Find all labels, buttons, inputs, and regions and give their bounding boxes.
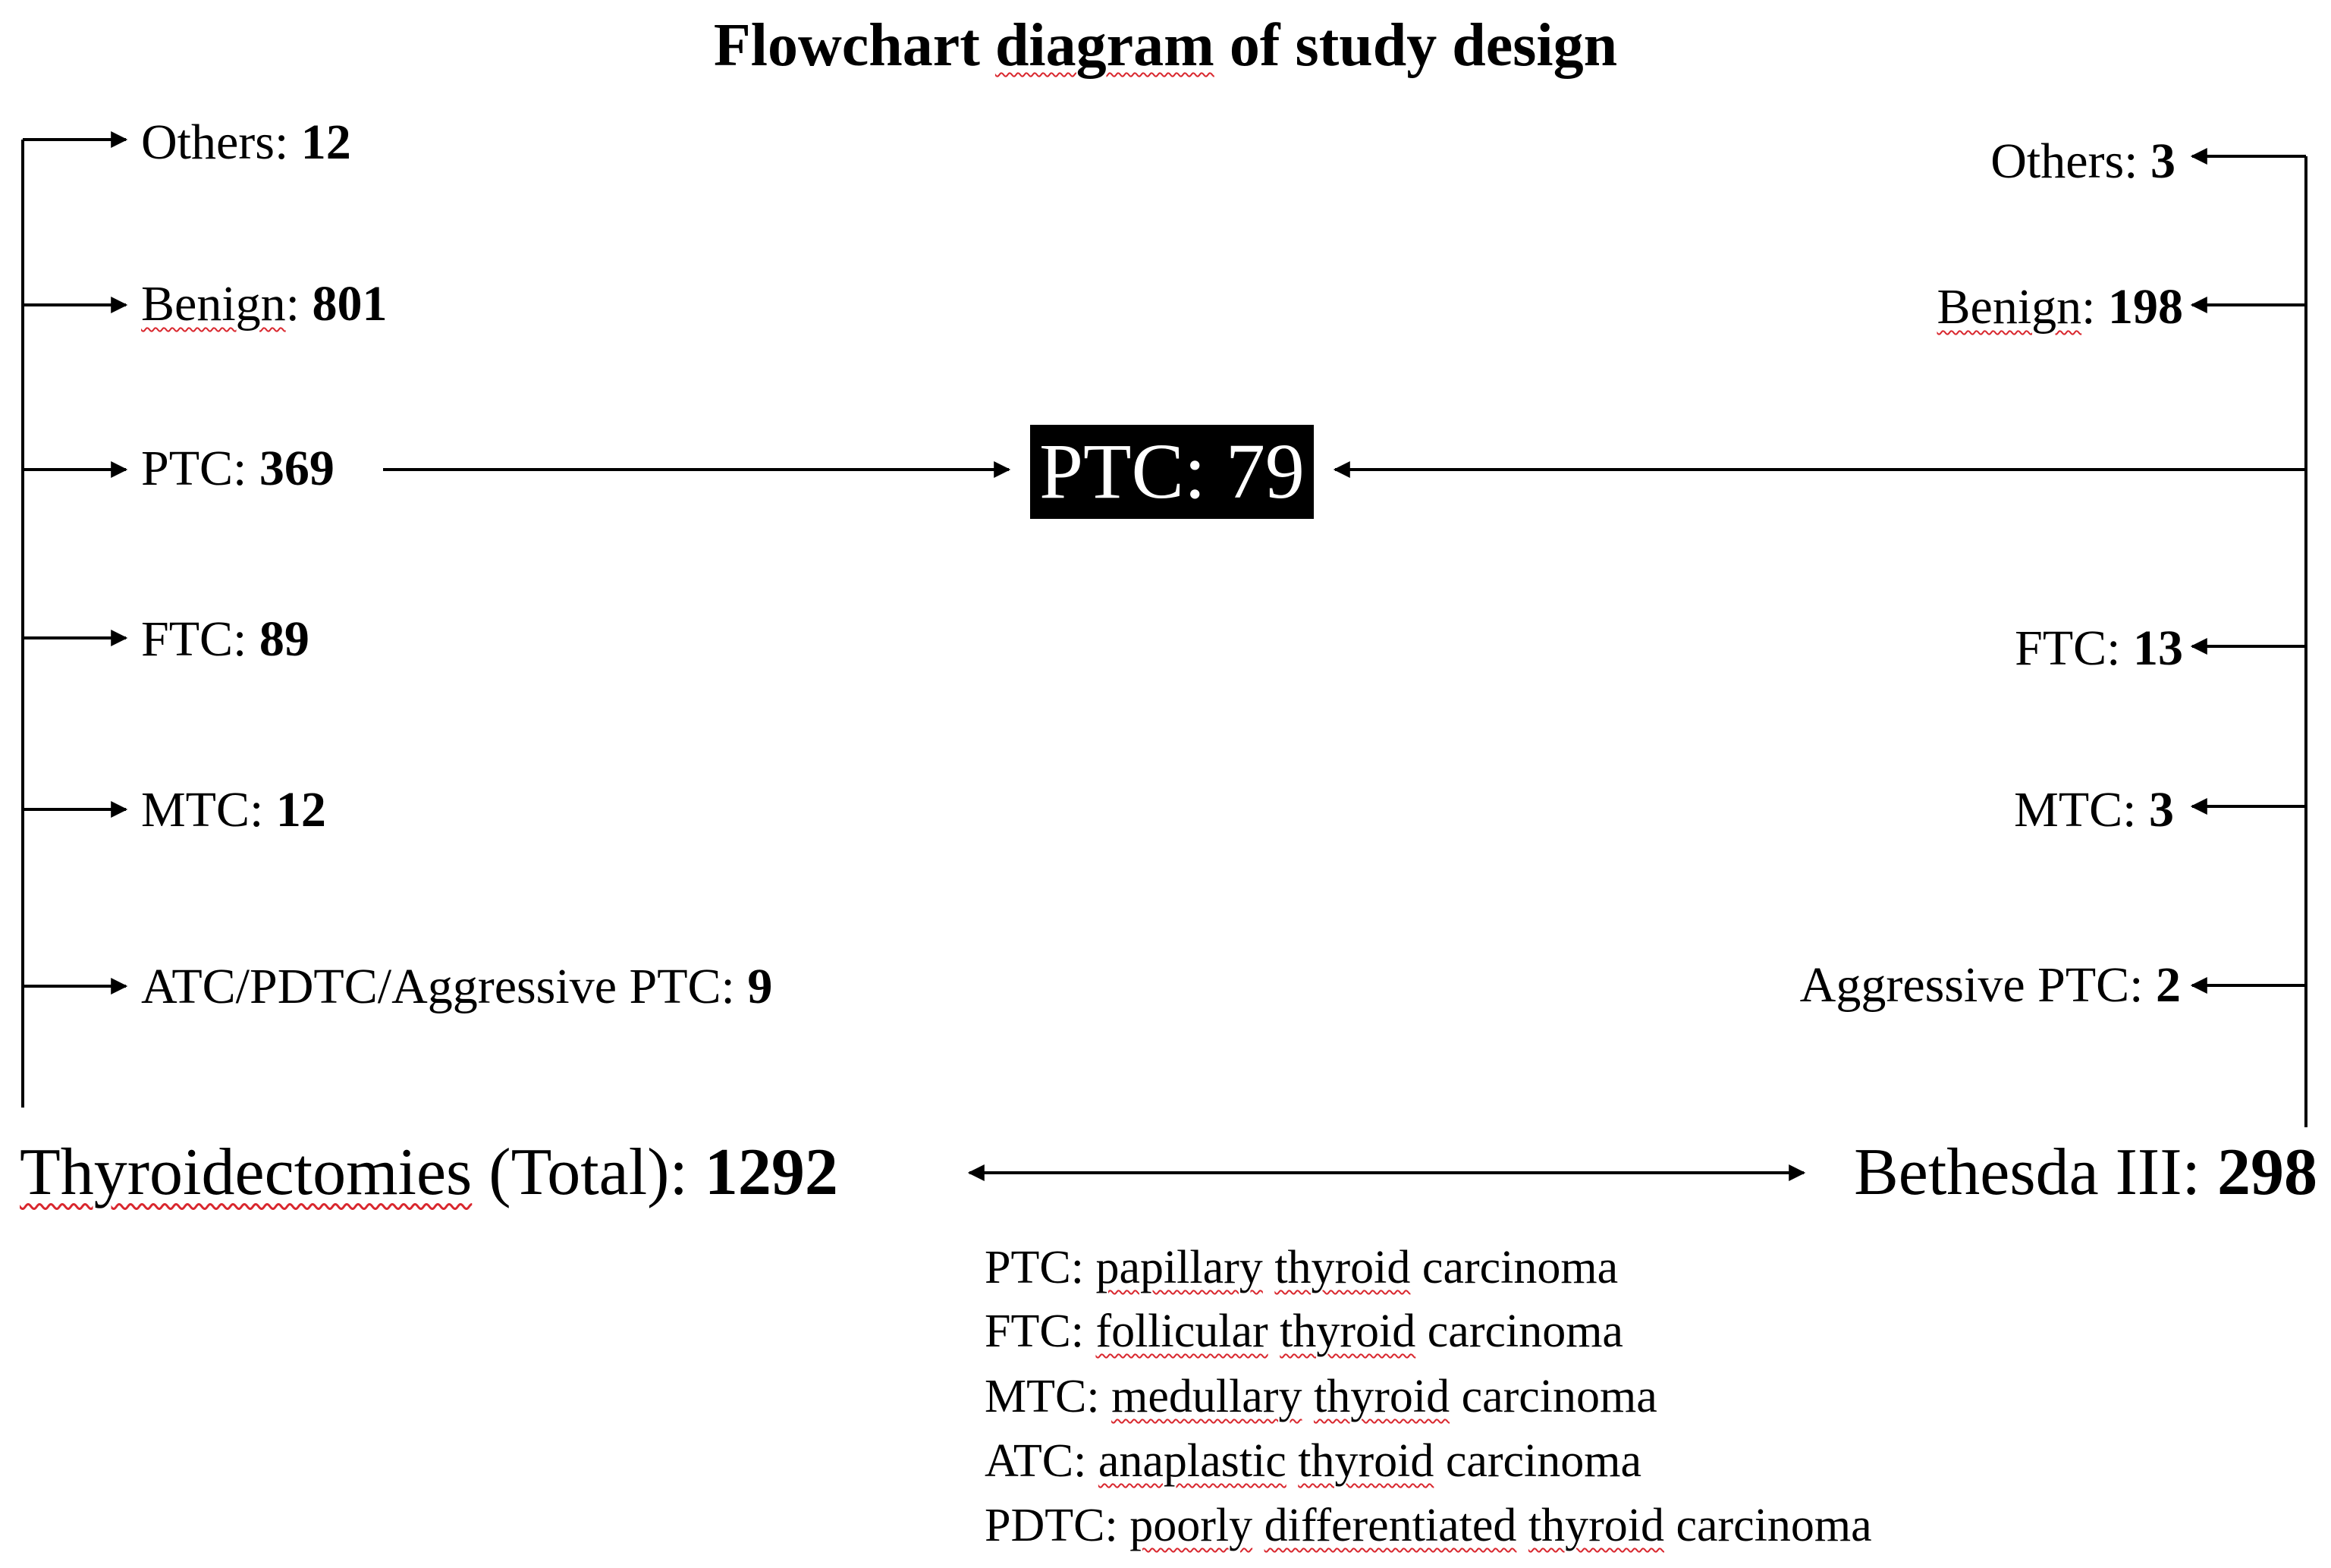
- total-bethesda-label: Bethesda III: 298: [1854, 1136, 2317, 1209]
- left-ptc-label: PTC: 369: [141, 441, 335, 496]
- left-others-label: Others: 12: [141, 115, 351, 170]
- right-others-label: Others: 3: [1990, 134, 2175, 189]
- left-mtc-label: MTC: 12: [141, 782, 326, 837]
- right-aggressive-label: Aggressive PTC: 2: [1799, 957, 2181, 1013]
- total-thyroidectomies-label: Thyroidectomies (Total): 1292: [20, 1136, 838, 1209]
- diagram-title: Flowchart diagram of study design: [713, 12, 1618, 79]
- right-mtc-label: MTC: 3: [2014, 782, 2174, 837]
- legend-item: FTC: follicular thyroid carcinoma: [985, 1306, 1623, 1357]
- right-ftc-label: FTC: 13: [2015, 621, 2183, 676]
- legend-item: ATC: anaplastic thyroid carcinoma: [985, 1435, 1642, 1487]
- legend-item: MTC: medullary thyroid carcinoma: [985, 1371, 1657, 1422]
- left-ftc-label: FTC: 89: [141, 611, 309, 667]
- legend-item: PTC: papillary thyroid carcinoma: [985, 1242, 1619, 1293]
- center-ptc-box: [1030, 425, 1314, 519]
- left-aggressive-label: ATC/PDTC/Aggressive PTC: 9: [141, 959, 773, 1014]
- legend-item: PDTC: poorly differentiated thyroid carcinoma: [985, 1500, 1872, 1551]
- right-benign-label: Benign: 198: [1937, 279, 2183, 335]
- center-ptc-label: PTC: 79: [1039, 428, 1305, 515]
- left-benign-label: Benign: 801: [141, 276, 388, 332]
